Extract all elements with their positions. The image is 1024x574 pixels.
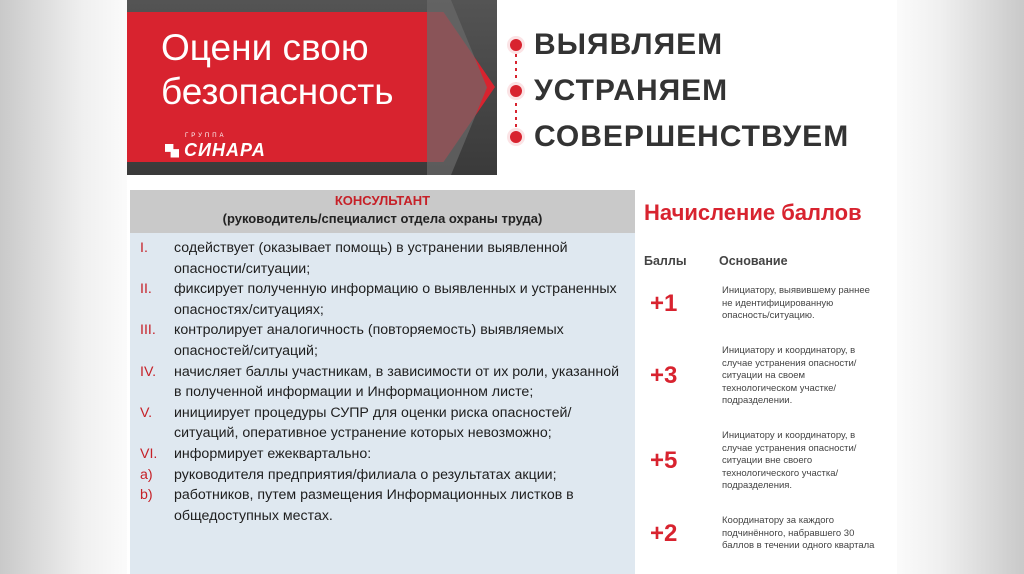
points-basis: Инициатору, выявившему раннее не идентифицированную опасность/ситуацию. (722, 285, 870, 321)
bullet-dot-icon (510, 39, 522, 51)
points-basis: Инициатору и координатору, в случае устранения опасности/ситуации на своем технологическом участке/подразделении. (722, 345, 857, 406)
verb-item (510, 22, 849, 68)
duty-number: II. (140, 281, 152, 298)
points-value: +1 (650, 289, 678, 317)
bullet-dot-icon (510, 85, 522, 97)
basis-column-header: Основание (719, 254, 788, 268)
duty-number: V. (140, 404, 153, 421)
duty-number: VI. (140, 445, 158, 462)
duty-text: начисляет баллы участникам, в зависимости от их роли, указанной в полученной информации и Информационном листе; (174, 363, 620, 401)
sinara-logo-icon (165, 144, 179, 158)
duty-text: контролирует аналогичность (повторяемость) выявляемых опасностей/ситуаций; (174, 322, 564, 359)
consultant-subtitle: (руководитель/специалист отдела охраны труда) (222, 211, 543, 226)
verbs-list (510, 22, 849, 160)
points-title: Начисление баллов (644, 200, 862, 225)
consultant-title: КОНСУЛЬТАНТ (334, 193, 431, 208)
slide (127, 0, 897, 574)
points-row (644, 515, 882, 553)
duty-text: фиксирует полученную информацию о выявленных и устраненных опасностях/ситуациях; (174, 281, 617, 318)
banner-title-line2: безопасность (161, 71, 394, 112)
duty-item (140, 320, 627, 361)
consultant-duties (130, 233, 635, 574)
points-header-row (644, 254, 894, 268)
duty-subitem (140, 465, 627, 486)
points-section (644, 200, 894, 551)
points-row (644, 430, 882, 493)
consultant-header (130, 190, 635, 233)
logo-name: СИНАРА (184, 140, 266, 160)
points-value: +2 (650, 519, 678, 547)
points-basis: Инициатору и координатору, в случае устранения опасности/ситуации вне своего технологического участка/подразделения. (722, 430, 857, 491)
consultant-table (130, 190, 635, 574)
duty-item (140, 403, 627, 444)
duty-item (140, 238, 627, 279)
points-basis: Координатору за каждого подчинённого, набравшего 30 баллов в течении одного квартала (722, 515, 875, 551)
banner-title (161, 26, 394, 114)
duty-text: руководителя предприятия/филиала о результатах акции; (174, 466, 557, 483)
duty-number: I. (140, 240, 148, 256)
verb-text: СОВЕРШЕНСТВУЕМ (534, 120, 850, 153)
duty-item (140, 362, 627, 403)
sinara-logo (165, 133, 266, 161)
duty-text: содействует (оказывает помощь) в устранении выявленной опасности/ситуации; (174, 240, 568, 277)
duty-item (140, 444, 627, 465)
duty-text: инициирует процедуры СУПР для оценки риска опасностей/ситуаций, оперативное устранение которых невозможно; (174, 404, 572, 442)
points-column-header: Баллы (644, 254, 687, 268)
duty-text: информирует ежеквартально: (174, 445, 372, 462)
verb-text: УСТРАНЯЕМ (534, 74, 729, 107)
logo-group-label: ГРУППА (185, 133, 227, 139)
duty-number: IV. (140, 363, 157, 380)
duty-letter: a) (140, 466, 153, 483)
verb-item (510, 68, 849, 114)
duty-number: III. (140, 322, 156, 339)
points-row (644, 345, 882, 408)
duty-subitem (140, 485, 627, 526)
points-value: +3 (650, 362, 678, 390)
verb-item (510, 114, 849, 160)
duty-item (140, 279, 627, 320)
duty-letter: b) (140, 487, 153, 504)
banner-title-line1: Оцени свою (161, 27, 369, 68)
bullet-dot-icon (510, 131, 522, 143)
verb-text: ВЫЯВЛЯЕМ (534, 28, 724, 61)
duty-text: работников, путем размещения Информационных листков в общедоступных местах. (174, 487, 574, 524)
points-value: +5 (650, 447, 678, 475)
points-row (644, 285, 882, 323)
